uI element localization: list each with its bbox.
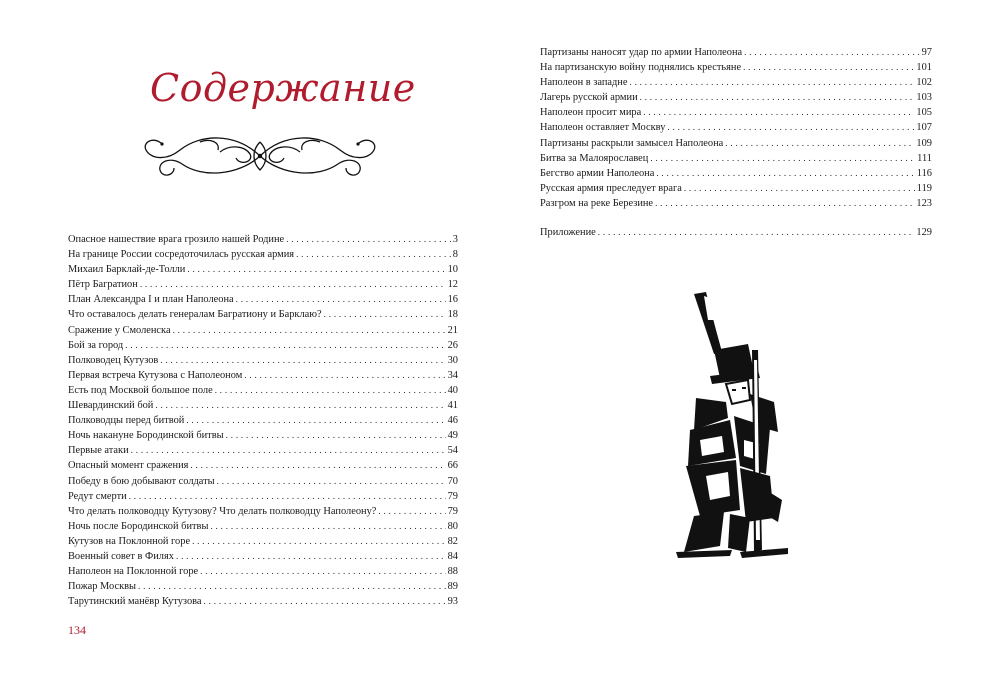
toc-entry-page: 119	[916, 182, 932, 194]
toc-entry-title: Русская армия преследует врага	[540, 182, 682, 194]
toc-leader-dots	[324, 307, 446, 322]
toc-leader-dots	[200, 564, 445, 579]
toc-entry-title: Военный совет в Филях	[68, 550, 174, 562]
toc-entry-title: Кутузов на Поклонной горе	[68, 535, 191, 547]
toc-entry-title: Партизаны раскрыли замысел Наполеона	[540, 137, 724, 149]
toc-entry-page: 102	[916, 77, 932, 89]
toc-entry-title: Партизаны наносят удар по армии Наполеона	[540, 47, 743, 58]
toc-leader-dots	[236, 292, 446, 307]
toc-entry-title: Полководец Кутузов	[68, 354, 159, 366]
toc-entry[interactable]	[68, 443, 458, 458]
toc-entry[interactable]	[540, 60, 932, 75]
toc-leader-dots	[296, 247, 451, 262]
toc-entry-page: 101	[916, 62, 932, 74]
toc-entry-title: Наполеон оставляет Москву	[540, 122, 666, 134]
toc-entry-page: 89	[447, 581, 458, 593]
toc-entry-page: 111	[917, 152, 932, 164]
toc-entry-page: 93	[447, 596, 458, 608]
toc-entry-title: Что делать полководцу Кутузову? Что делать полководцу Наполеону?	[68, 505, 377, 517]
soldier-illustration	[670, 290, 800, 560]
toc-entry[interactable]	[68, 247, 458, 262]
toc-entry[interactable]	[540, 151, 932, 166]
toc-entry-title: Лагерь русской армии	[540, 92, 638, 104]
toc-leader-dots	[244, 368, 445, 383]
toc-entry[interactable]	[68, 368, 458, 383]
toc-leader-dots	[640, 90, 915, 105]
toc-leader-dots	[192, 534, 446, 549]
toc-leader-dots	[744, 45, 919, 60]
toc-entry-title: Шевардинский бой	[68, 400, 154, 412]
toc-leader-dots	[217, 474, 446, 489]
toc-entry-page: 34	[447, 369, 458, 381]
page-number: 134	[68, 623, 86, 637]
toc-entry-title: Пожар Москвы	[68, 581, 137, 593]
toc-entry[interactable]	[540, 75, 932, 90]
toc-entry-page: 82	[447, 535, 458, 547]
toc-entry[interactable]	[68, 534, 458, 549]
toc-entry-page: 88	[447, 566, 458, 578]
toc-entry-page: 97	[921, 47, 932, 58]
toc-entry-title: Наполеон на Поклонной горе	[68, 566, 199, 578]
toc-entry-page: 107	[916, 122, 932, 134]
toc-entry[interactable]	[540, 181, 932, 196]
toc-entry-page: 40	[447, 384, 458, 396]
toc-left-column	[68, 232, 458, 609]
toc-entry-title: Тарутинский манёвр Кутузова	[68, 596, 202, 608]
toc-entry-page: 66	[447, 460, 458, 472]
toc-entry-title: Ночь накануне Бородинской битвы	[68, 430, 224, 442]
toc-leader-dots	[190, 458, 445, 473]
toc-leader-dots	[210, 519, 445, 534]
toc-leader-dots	[598, 227, 915, 238]
toc-entry-title: Опасный момент сражения	[68, 460, 189, 472]
toc-entry-page: 79	[447, 490, 458, 502]
toc-entry-title: Полководцы перед битвой	[68, 415, 185, 427]
page-title: Содержание	[150, 66, 416, 110]
toc-entry-title: Первые атаки	[68, 445, 129, 457]
toc-entry[interactable]	[68, 307, 458, 322]
toc-entry-page: 84	[447, 550, 458, 562]
toc-leader-dots	[140, 277, 446, 292]
toc-right-column	[540, 45, 932, 211]
toc-entry-page: 80	[447, 520, 458, 532]
flourish-ornament	[140, 122, 380, 188]
toc-entry-title: Михаил Барклай-де-Толли	[68, 264, 186, 276]
toc-entry-page: 10	[447, 264, 458, 276]
toc-entry[interactable]	[68, 489, 458, 504]
toc-entry-page: 30	[447, 354, 458, 366]
toc-entry[interactable]	[68, 458, 458, 473]
toc-entry-page: 16	[447, 294, 458, 306]
toc-entry-title: На границе России сосредоточилась русская армия	[68, 249, 295, 261]
toc-leader-dots	[129, 489, 446, 504]
toc-entry[interactable]	[540, 105, 932, 120]
toc-entry-page: 8	[452, 249, 458, 261]
toc-entry-title: Наполеон просит мира	[540, 107, 642, 119]
toc-entry-title: Бой за город	[68, 339, 124, 351]
toc-entry[interactable]	[68, 292, 458, 307]
toc-entry-page: 18	[447, 309, 458, 321]
toc-entry[interactable]	[68, 353, 458, 368]
toc-entry[interactable]	[68, 428, 458, 443]
toc-entry-title: План Александра I и план Наполеона	[68, 294, 234, 306]
toc-entry-page: 123	[916, 197, 932, 209]
toc-entry[interactable]	[68, 549, 458, 564]
toc-entry-page: 103	[916, 92, 932, 104]
toc-entry[interactable]	[540, 196, 932, 211]
toc-entry-title: Разгром на реке Березине	[540, 197, 654, 209]
toc-entry-title: Редут смерти	[68, 490, 127, 502]
toc-entry-page: 70	[447, 475, 458, 487]
toc-entry[interactable]	[68, 277, 458, 292]
toc-leader-dots	[226, 428, 446, 443]
toc-leader-dots	[378, 504, 445, 519]
toc-entry-title: На партизанскую войну поднялись крестьяне	[540, 62, 742, 74]
toc-leader-dots	[215, 383, 446, 398]
toc-entry-title: Победу в бою добывают солдаты	[68, 475, 215, 487]
toc-leader-dots	[743, 60, 914, 75]
toc-leader-dots	[655, 196, 914, 211]
toc-entry-page: 46	[447, 415, 458, 427]
toc-leader-dots	[186, 413, 445, 428]
toc-entry[interactable]	[540, 90, 932, 105]
toc-entry-page: 79	[447, 505, 458, 517]
toc-entry-title: Битва за Малоярославец	[540, 152, 649, 164]
toc-entry-title: Наполеон в западне	[540, 77, 628, 89]
toc-leader-dots	[667, 120, 914, 135]
toc-entry-title: Есть под Москвой большое поле	[68, 384, 213, 396]
toc-leader-dots	[656, 166, 914, 181]
toc-entry-page: 21	[447, 324, 458, 336]
toc-leader-dots	[629, 75, 914, 90]
toc-entry-title: Опасное нашествие врага грозило нашей Родине	[68, 234, 285, 245]
toc-entry-page: 41	[447, 400, 458, 412]
toc-leader-dots	[176, 549, 446, 564]
toc-entry[interactable]	[68, 474, 458, 489]
toc-leader-dots	[173, 323, 446, 338]
toc-entry[interactable]	[68, 338, 458, 353]
toc-entry[interactable]	[68, 413, 458, 428]
toc-entry[interactable]	[68, 594, 458, 609]
toc-entry[interactable]	[68, 564, 458, 579]
toc-entry[interactable]	[540, 166, 932, 181]
toc-entry[interactable]	[540, 120, 932, 135]
toc-entry-title: Первая встреча Кутузова с Наполеоном	[68, 369, 243, 381]
toc-entry-title: Пётр Багратион	[68, 279, 138, 291]
toc-appendix-row[interactable]	[540, 227, 932, 242]
toc-leader-dots	[187, 262, 445, 277]
toc-entry[interactable]	[68, 262, 458, 277]
toc-entry-page: 26	[447, 339, 458, 351]
toc-entry-title: Бегство армии Наполеона	[540, 167, 655, 179]
toc-leader-dots	[286, 232, 451, 247]
toc-leader-dots	[138, 579, 446, 594]
toc-leader-dots	[155, 398, 445, 413]
toc-entry-title: Приложение	[540, 227, 596, 238]
toc-entry[interactable]	[68, 504, 458, 519]
toc-entry[interactable]	[540, 136, 932, 151]
toc-leader-dots	[643, 105, 914, 120]
toc-leader-dots	[160, 353, 445, 368]
toc-entry-title: Ночь после Бородинской битвы	[68, 520, 209, 532]
toc-entry-title: Сражение у Смоленска	[68, 324, 171, 336]
toc-leader-dots	[131, 443, 446, 458]
toc-entry-page: 109	[916, 137, 932, 149]
toc-leader-dots	[684, 181, 915, 196]
toc-entry[interactable]	[68, 232, 458, 247]
toc-entry-page: 12	[447, 279, 458, 291]
toc-entry-page: 49	[447, 430, 458, 442]
toc-leader-dots	[725, 136, 914, 151]
toc-entry[interactable]	[540, 45, 932, 60]
toc-entry[interactable]	[68, 579, 458, 594]
toc-leader-dots	[125, 338, 445, 353]
toc-entry-page: 129	[916, 227, 932, 238]
toc-entry[interactable]	[68, 398, 458, 413]
toc-entry-page: 54	[447, 445, 458, 457]
toc-entry-title: Что оставалось делать генералам Багратиону и Барклаю?	[68, 309, 322, 321]
toc-entry-page: 3	[452, 234, 458, 245]
toc-entry[interactable]	[68, 323, 458, 338]
toc-entry[interactable]	[68, 383, 458, 398]
toc-leader-dots	[650, 151, 915, 166]
toc-entry-page: 116	[916, 167, 932, 179]
toc-entry-page: 105	[916, 107, 932, 119]
toc-entry[interactable]	[68, 519, 458, 534]
toc-leader-dots	[204, 594, 446, 609]
